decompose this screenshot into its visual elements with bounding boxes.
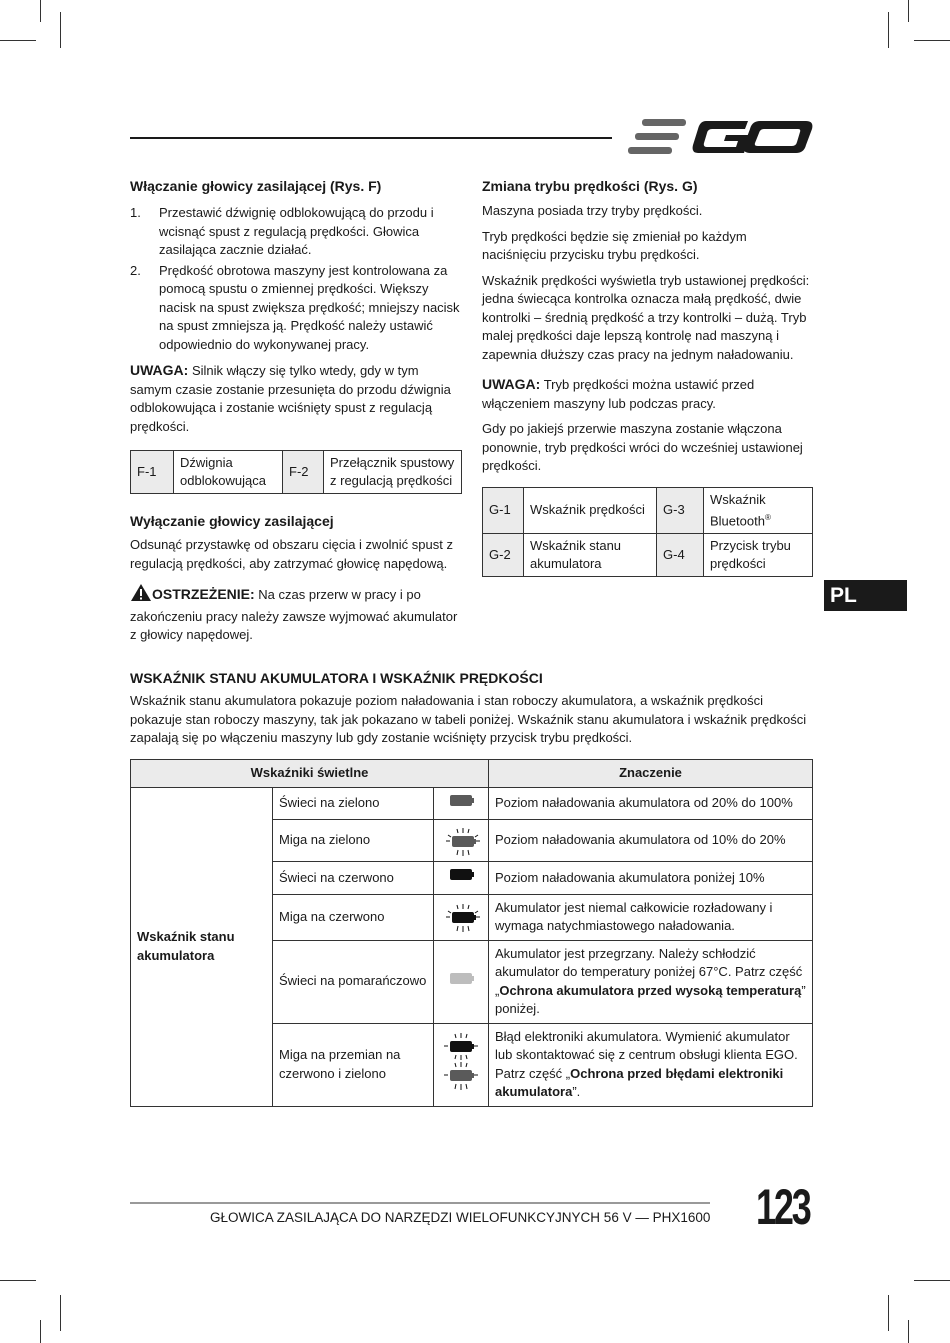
battery-solid-red-icon xyxy=(445,864,477,886)
table-cell-code: G-1 xyxy=(483,487,524,533)
table-row xyxy=(483,487,813,533)
header-lights: Wskaźniki świetlne xyxy=(131,759,489,787)
crop-mark xyxy=(0,1280,36,1281)
right-column xyxy=(482,178,813,577)
step-number: 1. xyxy=(130,205,141,220)
meaning-text: ” poniżej. xyxy=(495,982,806,1016)
state-cell: Świeci na czerwono xyxy=(273,862,434,895)
crop-mark xyxy=(40,0,41,22)
crop-mark xyxy=(40,1320,41,1343)
note-paragraph xyxy=(482,375,813,413)
indicator-table xyxy=(130,759,813,1107)
crop-mark xyxy=(0,40,36,41)
header-rule xyxy=(130,137,612,139)
table-cell-label xyxy=(704,487,813,533)
registered-mark: ® xyxy=(764,512,771,522)
steps-list xyxy=(130,204,463,354)
meaning-cell: Akumulator jest niemal całkowicie rozładowany i wymaga natychmiastowego naładowania. xyxy=(489,894,813,940)
meaning-cell: Poziom naładowania akumulatora od 10% do 20% xyxy=(489,820,813,862)
category-cell: Wskaźnik stanu akumulatora xyxy=(131,787,273,1106)
icon-cell xyxy=(434,894,489,940)
note-label: UWAGA: xyxy=(130,362,189,378)
table-row xyxy=(131,451,462,494)
paragraph: Tryb prędkości będzie się zmieniał po każdym naciśnięciu przycisku trybu prędkości. xyxy=(482,228,747,262)
page-number: 123 xyxy=(756,1179,810,1235)
meaning-reference: Ochrona akumulatora przed wysoką temperaturą xyxy=(499,982,802,998)
section-title: Wyłączanie głowicy zasilającej xyxy=(130,513,334,529)
meaning-cell xyxy=(489,1023,813,1106)
crop-mark xyxy=(888,12,889,48)
left-column xyxy=(130,178,463,652)
meaning-text: Akumulator jest przegrzany. Należy schłodzić akumulator do temperatury poniżej 67°C. Patrz część „ xyxy=(495,945,803,998)
state-cell: Miga na zielono xyxy=(273,820,434,862)
table-row xyxy=(131,787,813,820)
cell-text: Wskaźnik Bluetooth xyxy=(710,491,766,528)
crop-mark xyxy=(908,0,909,22)
icon-cell xyxy=(434,820,489,862)
paragraph: Odsunąć przystawkę od obszaru cięcia i zwolnić spust z regulacją prędkości, aby zatrzymać głowicę napędową. xyxy=(130,537,453,571)
table-row xyxy=(483,533,813,576)
meaning-text: ”. xyxy=(572,1084,581,1099)
table-cell-label: Wskaźnik prędkości xyxy=(524,487,657,533)
battery-alternating-icon xyxy=(443,1032,479,1098)
list-item xyxy=(130,262,463,355)
battery-blink-red-icon xyxy=(445,903,477,925)
step-number: 2. xyxy=(130,262,141,278)
icon-cell xyxy=(434,862,489,895)
battery-solid-orange-icon xyxy=(445,968,477,990)
intro-paragraph: Wskaźnik stanu akumulatora pokazuje poziom naładowania i stan roboczy akumulatora, a wskaźnik prędkości pokazuje stan roboczy maszyny, tak jak pokazano w tabeli poniżej. Wskaźnik stanu akumulatora i wskaźnik prędkości zapalają się po włączeniu maszyny lub gdy zostanie wciśnięty przycisk trybu prędkości. xyxy=(130,693,807,745)
crop-mark xyxy=(914,40,950,41)
paragraph: Gdy po jakiejś przerwie maszyna zostanie włączona ponownie, tryb prędkości wróci do wcześniej ustawionej prędkości. xyxy=(482,421,803,473)
warning-text: Na czas przerw w pracy i po zakończeniu pracy należy zawsze wyjmować akumulator z głowicy napędowej. xyxy=(130,587,458,642)
warning-paragraph xyxy=(130,583,463,645)
note-label: UWAGA: xyxy=(482,376,541,392)
figure-g-table xyxy=(482,487,813,577)
header-meaning: Znaczenie xyxy=(489,759,813,787)
meaning-cell: Poziom naładowania akumulatora poniżej 10% xyxy=(489,862,813,895)
table-cell-label: Dźwignia odblokowująca xyxy=(174,451,283,494)
meaning-cell: Poziom naładowania akumulatora od 20% do 100% xyxy=(489,787,813,820)
section-title: Włączanie głowicy zasilającej (Rys. F) xyxy=(130,178,382,194)
paragraph: Maszyna posiada trzy tryby prędkości. xyxy=(482,203,703,218)
table-header-row xyxy=(131,759,813,787)
footer-title: GŁOWICA ZASILAJĄCA DO NARZĘDZI WIELOFUNKCYJNYCH 56 V — PHX1600 xyxy=(210,1210,711,1225)
language-tab: PL xyxy=(824,580,907,611)
indicator-section xyxy=(130,670,813,1107)
icon-cell xyxy=(434,1023,489,1106)
warning-label: OSTRZEŻENIE: xyxy=(152,586,255,602)
battery-blink-green-icon xyxy=(445,827,477,849)
state-cell: Miga na przemian na czerwono i zielono xyxy=(273,1023,434,1106)
crop-mark xyxy=(908,1320,909,1343)
state-cell: Miga na czerwono xyxy=(273,894,434,940)
table-cell-code: G-2 xyxy=(483,533,524,576)
ego-logo xyxy=(628,117,813,157)
crop-mark xyxy=(60,1295,61,1331)
crop-mark xyxy=(888,1295,889,1331)
state-cell: Świeci na pomarańczowo xyxy=(273,940,434,1023)
icon-cell xyxy=(434,787,489,820)
note-text: Tryb prędkości można ustawić przed włączeniem maszyny lub podczas pracy. xyxy=(482,377,755,411)
table-cell-code: G-3 xyxy=(657,487,704,533)
table-cell-label: Przycisk trybu prędkości xyxy=(704,533,813,576)
icon-cell xyxy=(434,940,489,1023)
table-cell-code: F-2 xyxy=(283,451,324,494)
crop-mark xyxy=(914,1280,950,1281)
note-paragraph xyxy=(130,361,463,436)
meaning-reference: Ochrona przed błędami elektroniki akumulatora xyxy=(495,1065,784,1099)
figure-f-table xyxy=(130,450,462,494)
crop-mark xyxy=(60,12,61,48)
meaning-text: Błąd elektroniki akumulatora. Wymienić akumulator lub skontaktować się z centrum obsługi klienta EGO. Patrz część „ xyxy=(495,1028,798,1081)
warning-icon xyxy=(130,583,152,608)
battery-solid-green-icon xyxy=(445,790,477,812)
table-cell-code: F-1 xyxy=(131,451,174,494)
state-cell: Świeci na zielono xyxy=(273,787,434,820)
list-item xyxy=(130,204,463,260)
step-text: Przestawić dźwignię odblokowującą do przodu i wcisnąć spust z regulacją prędkości. Głowica zasilająca zacznie działać. xyxy=(159,205,434,257)
footer-rule xyxy=(130,1202,710,1204)
note-text: Silnik włączy się tylko wtedy, gdy w tym samym czasie zostanie przesunięta do przodu dźwignia odblokowująca i zostanie wciśnięty spust z regulacją prędkości. xyxy=(130,363,451,434)
table-cell-label: Wskaźnik stanu akumulatora xyxy=(524,533,657,576)
table-cell-label: Przełącznik spustowy z regulacją prędkości xyxy=(324,451,462,494)
section-title: WSKAŹNIK STANU AKUMULATORA I WSKAŹNIK PRĘDKOŚCI xyxy=(130,670,543,686)
meaning-cell xyxy=(489,940,813,1023)
table-cell-code: G-4 xyxy=(657,533,704,576)
paragraph: Wskaźnik prędkości wyświetla tryb ustawionej prędkości: jedna świecąca kontrolka oznacza małą prędkość, dwie kontrolki – średnią prędkość a trzy kontrolki – dużą. Tryb malej prędkości daje lepszą kontrolę nad maszyną i zapewnia dłuższy czas pracy na jednym naładowaniu. xyxy=(482,272,810,362)
section-title: Zmiana trybu prędkości (Rys. G) xyxy=(482,178,698,194)
step-text: Prędkość obrotowa maszyny jest kontrolowana za pomocą spustu o zmiennej prędkości. Większy nacisk na spust zwiększa prędkość; mniejszy nacisk na spust zmniejsza ją. Prędkość należy ustawić odpowiednio do wykonywanej pracy. xyxy=(159,262,460,352)
